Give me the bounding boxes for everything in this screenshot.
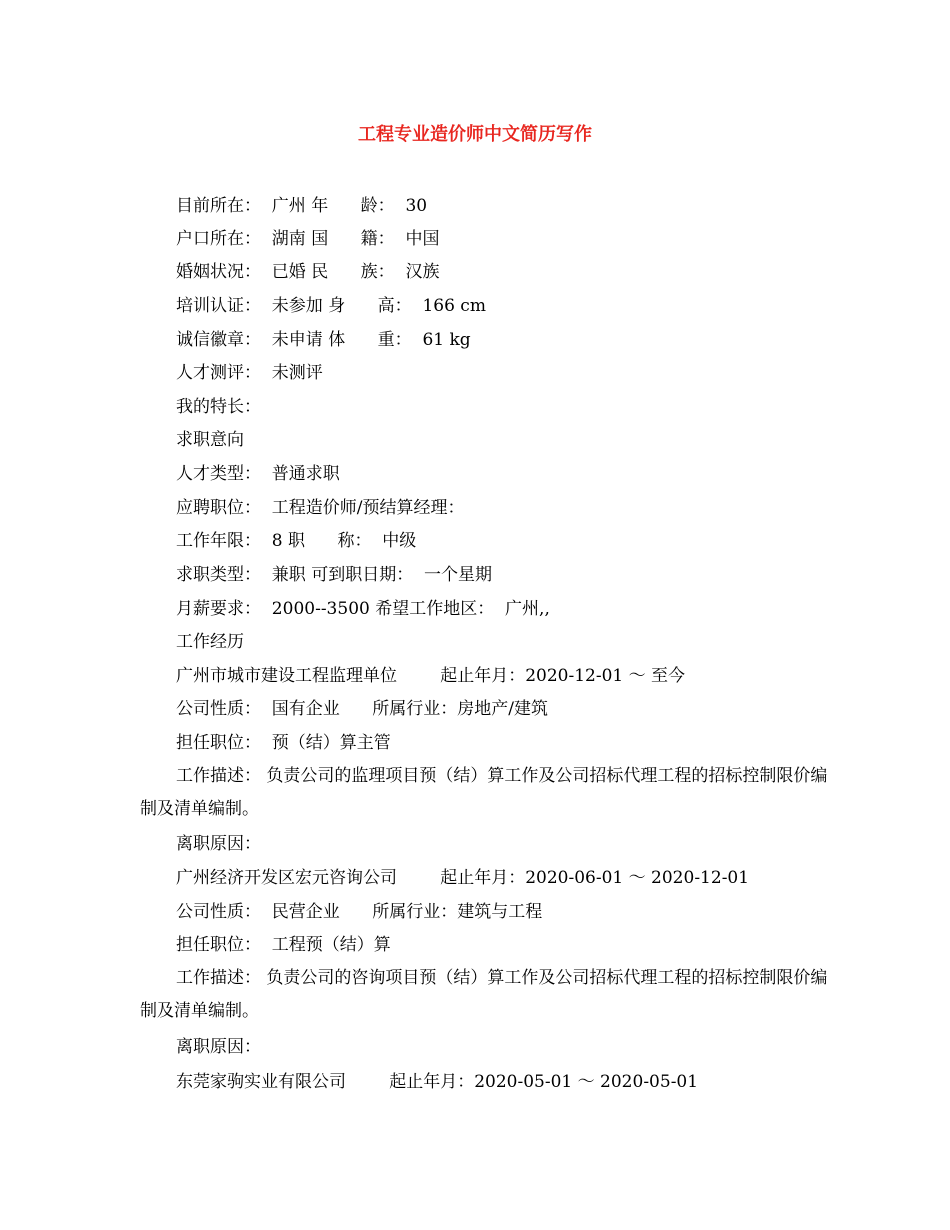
field-talent-type: 人才类型： 普通求职 [176,464,340,484]
document-title: 工程专业造价师中文简历写作 [358,124,592,145]
job-2-description: 工作描述： 负责公司的咨询项目预（结）算工作及公司招标代理工程的招标控制限价编制及清单编制。 [140,968,828,1021]
job-2-position: 担任职位： 工程预（结）算 [176,935,391,955]
section-heading-job-intention: 求职意向 [176,430,244,450]
field-hukou: 户口所在： 湖南 国 籍： 中国 [176,229,440,249]
field-work-years: 工作年限： 8 职 称： 中级 [176,531,417,551]
job-2-company-type: 公司性质： 民营企业 所属行业：建筑与工程 [176,902,543,922]
field-training: 培训认证： 未参加 身 高： 166 cm [176,296,486,316]
field-job-type: 求职类型： 兼职 可到职日期： 一个星期 [176,565,493,585]
job-1-company-type: 公司性质： 国有企业 所属行业：房地产/建筑 [176,699,548,719]
field-marital-status: 婚姻状况： 已婚 民 族： 汉族 [176,262,440,282]
job-2-leave-reason: 离职原因： [176,1037,261,1057]
section-heading-work-experience: 工作经历 [176,632,244,652]
field-integrity-badge: 诚信徽章： 未申请 体 重： 61 kg [176,330,471,350]
job-1-position: 担任职位： 预（结）算主管 [176,733,391,753]
field-current-location: 目前所在： 广州 年 龄： 30 [176,196,428,216]
job-1-description: 工作描述： 负责公司的监理项目预（结）算工作及公司招标代理工程的招标控制限价编制及清单编制。 [140,766,828,819]
field-talent-assessment: 人才测评： 未测评 [176,363,323,383]
field-salary: 月薪要求： 2000--3500 希望工作地区： 广州,, [176,599,550,619]
job-2-company: 广州经济开发区宏元咨询公司 起止年月：2020-06-01 ～ 2020-12-01 [176,868,750,888]
field-specialty: 我的特长： [176,397,261,417]
job-1-leave-reason: 离职原因： [176,834,261,854]
job-1-company: 广州市城市建设工程监理单位 起止年月：2020-12-01 ～ 至今 [176,666,686,686]
job-3-company: 东莞家驹实业有限公司 起止年月：2020-05-01 ～ 2020-05-01 [176,1072,699,1092]
field-applied-position: 应聘职位： 工程造价师/预结算经理： [176,498,465,518]
